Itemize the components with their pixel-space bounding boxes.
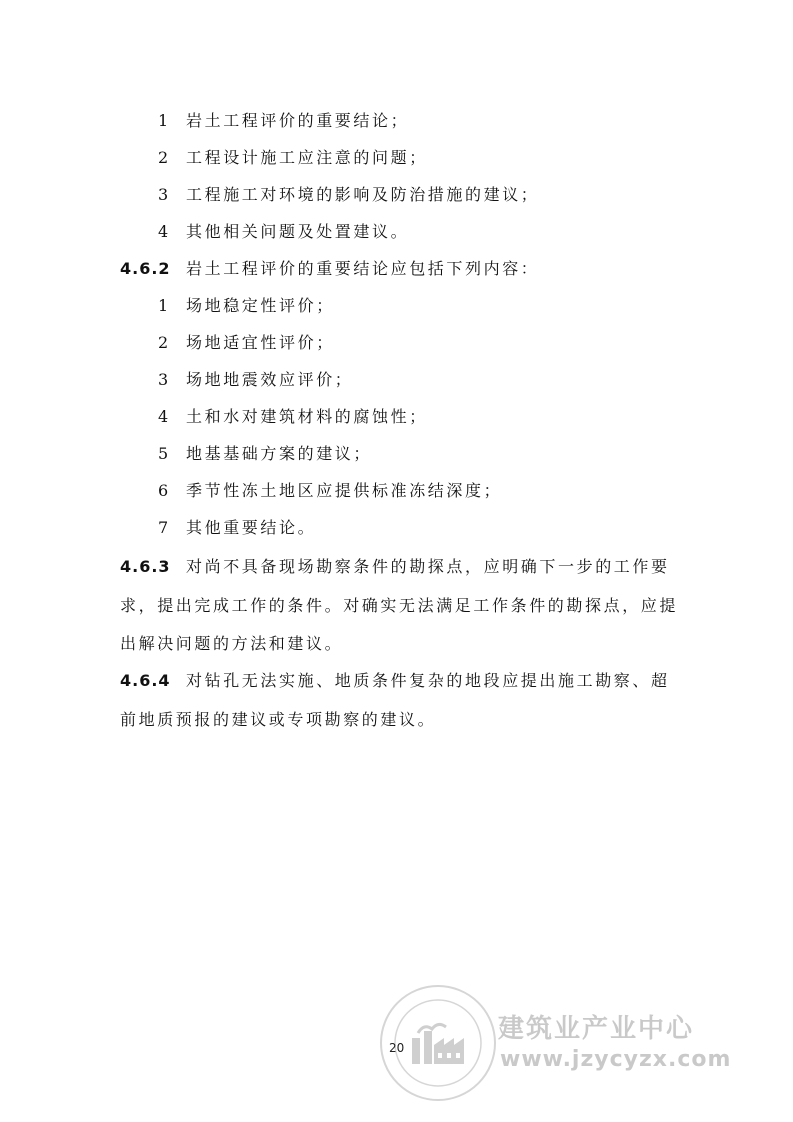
list-item-number: 2 xyxy=(158,333,171,352)
list-item-text: 场地稳定性评价； xyxy=(186,296,335,315)
list-item-number: 4 xyxy=(158,407,171,426)
clause-text: 对尚不具备现场勘察条件的勘探点，应明确下一步的工作要 xyxy=(186,557,670,576)
clause-text-line: 前地质预报的建议或专项勘察的建议。 xyxy=(120,710,437,729)
list-item-number: 7 xyxy=(158,518,171,537)
list-item-number: 6 xyxy=(158,481,171,500)
list-item-text: 场地地震效应评价； xyxy=(186,370,354,389)
list-item-text: 地基基础方案的建议； xyxy=(186,444,373,463)
list-item-text: 场地适宜性评价； xyxy=(186,333,335,352)
list-item-text: 工程施工对环境的影响及防治措施的建议； xyxy=(186,185,540,204)
clause-text: 对钻孔无法实施、地质条件复杂的地段应提出施工勘察、超 xyxy=(186,671,670,690)
list-item-text: 其他重要结论。 xyxy=(186,518,317,537)
list-item-number: 2 xyxy=(158,148,171,167)
list-item-text: 工程设计施工应注意的问题； xyxy=(186,148,428,167)
list-item-number: 4 xyxy=(158,222,171,241)
list-item-text: 季节性冻土地区应提供标准冻结深度； xyxy=(186,481,503,500)
watermark-url: www.jzycyzx.com xyxy=(500,1047,732,1072)
list-item-number: 1 xyxy=(158,296,171,315)
clause-text-line: 出解决问题的方法和建议。 xyxy=(120,634,344,653)
list-item-number: 3 xyxy=(158,185,171,204)
clause-text-line: 求，提出完成工作的条件。对确实无法满足工作条件的勘探点，应提 xyxy=(120,596,679,615)
watermark-title: 建筑业产业中心 xyxy=(498,1014,695,1044)
clause-number: 4.6.2 xyxy=(120,259,171,278)
list-item-text: 岩土工程评价的重要结论； xyxy=(186,111,410,130)
clause-number: 4.6.3 xyxy=(120,557,171,576)
page-number: 20 xyxy=(389,1041,405,1055)
list-item-number: 3 xyxy=(158,370,171,389)
list-item-text: 其他相关问题及处置建议。 xyxy=(186,222,410,241)
clause-number: 4.6.4 xyxy=(120,671,171,690)
list-item-text: 土和水对建筑材料的腐蚀性； xyxy=(186,407,428,426)
list-item-number: 1 xyxy=(158,111,171,130)
list-item-number: 5 xyxy=(158,444,171,463)
clause-text: 岩土工程评价的重要结论应包括下列内容： xyxy=(186,259,540,278)
